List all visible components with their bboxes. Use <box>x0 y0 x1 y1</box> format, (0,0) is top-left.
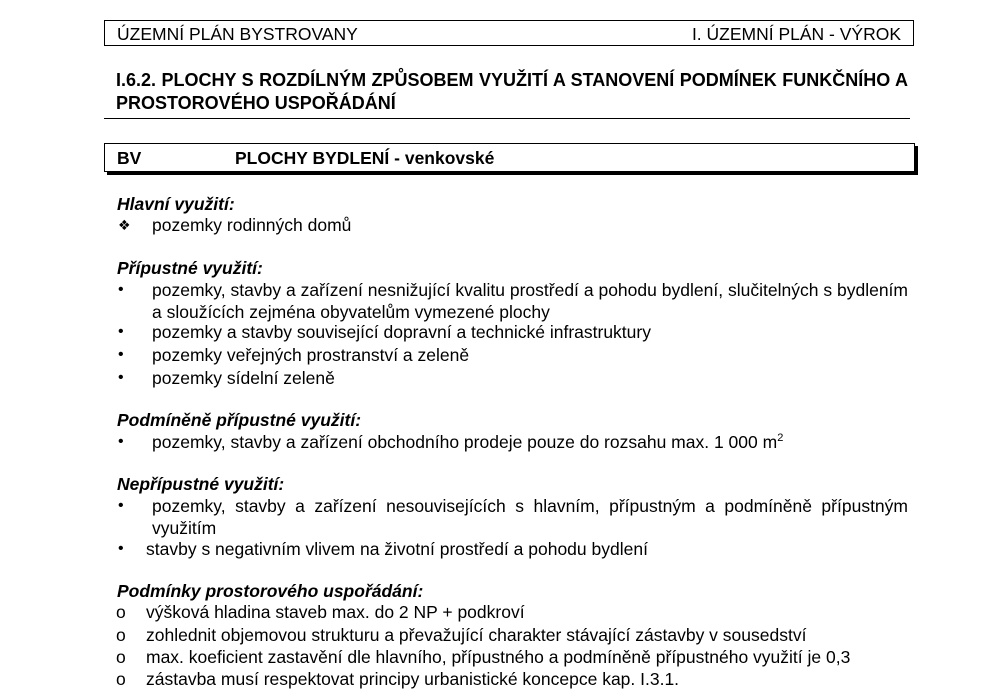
circle-bullet-icon: o <box>116 625 126 645</box>
section-title: I.6.2. PLOCHY S ROZDÍLNÝM ZPŮSOBEM VYUŽITÍ A STANOVENÍ PODMÍNEK FUNKČNÍHO A PROSTOROVÉHO USPOŘÁDÁNÍ <box>116 70 908 113</box>
header-left-text: ÚZEMNÍ PLÁN BYSTROVANY <box>117 24 358 44</box>
list-item <box>116 624 908 646</box>
title-divider <box>104 118 910 119</box>
list-item <box>116 321 908 343</box>
hlavni-vyuziti-heading: Hlavní využití: <box>117 194 235 214</box>
document-header <box>104 20 914 46</box>
list-item <box>116 279 908 323</box>
bullet-icon: • <box>118 433 124 450</box>
superscript-exponent: 2 <box>777 432 784 444</box>
list-item <box>116 431 908 453</box>
list-item-text: stavby s negativním vlivem na životní prostředí a pohodu bydlení <box>146 539 648 559</box>
circle-bullet-icon: o <box>116 602 126 622</box>
list-item-text: zástavba musí respektovat principy urbanistické koncepce kap. I.3.1. <box>146 669 680 689</box>
bullet-icon: • <box>118 323 124 340</box>
pripustne-vyuziti-heading: Přípustné využití: <box>117 258 263 278</box>
list-item <box>116 214 908 236</box>
header-right-text: I. ÚZEMNÍ PLÁN - VÝROK <box>691 24 901 44</box>
list-item-text <box>152 431 908 453</box>
bullet-icon: • <box>118 540 124 557</box>
area-code: BV <box>117 148 142 168</box>
list-item <box>116 495 908 539</box>
list-item <box>116 538 908 560</box>
bullet-icon: • <box>118 369 124 386</box>
nepripustne-vyuziti-heading: Nepřípustné využití: <box>117 474 285 494</box>
list-item <box>116 646 908 668</box>
bullet-icon: • <box>118 281 124 298</box>
circle-bullet-icon: o <box>116 669 126 689</box>
diamond-bullet-icon: ❖ <box>118 217 131 233</box>
area-code-box <box>104 143 915 172</box>
list-item-text: max. koeficient zastavění dle hlavního, přípustného a podmíněně přípustného využití je 0,3 <box>146 647 851 667</box>
circle-bullet-icon: o <box>116 647 126 667</box>
list-item-text: pozemky rodinných domů <box>152 215 352 235</box>
bullet-icon: • <box>118 497 124 514</box>
list-item-text: pozemky a stavby související dopravní a technické infrastruktury <box>152 322 651 342</box>
list-item <box>116 344 908 366</box>
list-item-text: výšková hladina staveb max. do 2 NP + podkroví <box>146 602 525 622</box>
list-item-text: pozemky, stavby a zařízení nesouvisejících s hlavním, přípustným a podmíněně přípustným využitím <box>152 496 908 538</box>
list-item <box>116 367 908 389</box>
list-item-text: pozemky veřejných prostranství a zeleně <box>152 345 470 365</box>
list-item-text: pozemky, stavby a zařízení nesnižující kvalitu prostředí a pohodu bydlení, slučitelných s bydlením a sloužících zejména obyvatelům vymezené plochy <box>152 280 908 322</box>
podminky-prostoroveho-heading: Podmínky prostorového uspořádání: <box>117 581 424 601</box>
bullet-icon: • <box>118 346 124 363</box>
podminene-pripustne-heading: Podmíněně přípustné využití: <box>117 410 362 430</box>
list-item-text: zohlednit objemovou strukturu a převažující charakter stávající zástavby v sousedství <box>146 625 807 645</box>
list-item <box>116 601 908 623</box>
area-name: PLOCHY BYDLENÍ - venkovské <box>235 148 495 168</box>
list-item <box>116 668 908 690</box>
list-item-main-text: pozemky, stavby a zařízení obchodního prodeje pouze do rozsahu max. 1 000 m <box>152 432 778 452</box>
list-item-text: pozemky sídelní zeleně <box>152 368 335 388</box>
